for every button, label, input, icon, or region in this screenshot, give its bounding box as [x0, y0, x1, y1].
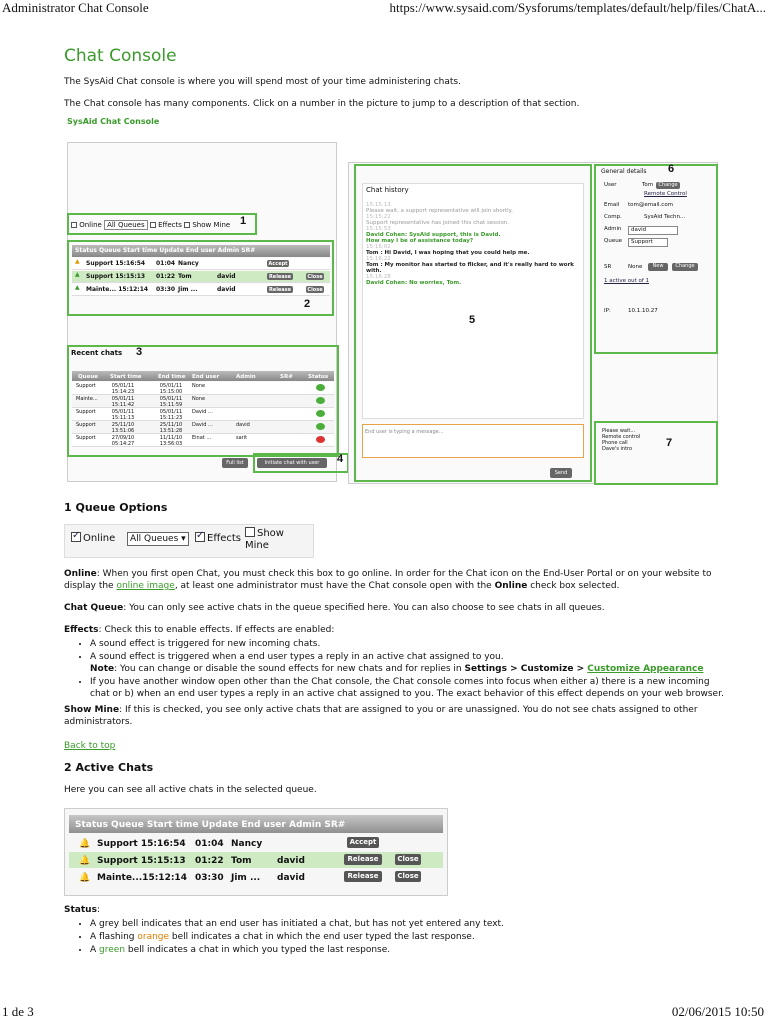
mini-active-row[interactable]: ▲ Support 15:16:54 01:04 Nancy Accept	[72, 258, 330, 270]
mini-showmine-checkbox[interactable]	[184, 222, 190, 228]
table-row[interactable]	[69, 869, 443, 885]
mini-recent-cell: None	[192, 396, 206, 402]
show-mine-option[interactable]	[245, 527, 305, 552]
mini-change-sr-button[interactable]: Change	[672, 263, 698, 271]
mini-message-text: Support representative has joined this chat session.	[366, 220, 510, 226]
document-body	[64, 46, 724, 960]
section-2-title: 2 Active Chats	[64, 761, 154, 774]
mini-message-time: 15:16:22	[366, 256, 391, 262]
mini-message-time: 15:16:02	[366, 244, 391, 250]
mini-recent-cell: 11/11/10 13:56:03	[159, 435, 183, 447]
text: >	[573, 664, 588, 674]
mini-recent-cell: 27/09/10 05:14:27	[111, 435, 135, 447]
mini-message-time: 15:16:28	[366, 274, 391, 280]
chevron-down-icon: ▾	[181, 534, 186, 544]
mini-gd-label: User	[604, 182, 617, 188]
mini-recent-cell: David ...	[192, 422, 213, 428]
effects-description	[64, 624, 724, 636]
cell-user: Tom	[231, 856, 252, 866]
cell-queue: Support 15:15:13	[97, 856, 186, 866]
active-chats-zoom	[64, 808, 448, 896]
mini-recent-cell: Mainte...	[76, 396, 98, 402]
orange-word: orange	[137, 932, 170, 942]
mini-message-text: David Cohen: SysAid support, this is David.	[366, 232, 501, 238]
term-online: Online	[64, 569, 97, 579]
mini-canned-item[interactable]: Dave's intro	[602, 446, 633, 452]
mini-canned-list	[602, 428, 640, 452]
text: : Check this to enable effects. If effects are enabled:	[98, 625, 335, 635]
mini-effects-label: Effects	[158, 221, 182, 229]
mini-gd-sr: None	[628, 264, 643, 270]
mini-gd-queue-select[interactable]: Support	[628, 238, 668, 247]
list-item	[90, 944, 724, 956]
term-settings: Settings	[464, 664, 507, 674]
mini-recent-col: Start time	[110, 374, 142, 380]
callout-4[interactable]: 4	[337, 453, 344, 465]
text: A	[90, 945, 100, 955]
back-to-top-link[interactable]: Back to top	[64, 741, 116, 751]
mini-recent-cell: 05/01/11 15:11:59	[159, 396, 183, 408]
mini-message-text: Please wait, a support representative will join shortly.	[366, 208, 513, 214]
text: :	[96, 905, 100, 915]
term-customize: Customize	[520, 664, 574, 674]
cell-user: Nancy	[231, 839, 263, 849]
bell-icon: 🔔	[79, 856, 91, 866]
mini-recent-cell: Support	[76, 383, 96, 389]
cell-update: 01:04	[195, 839, 224, 849]
text: : You can change or disable the sound effects for new chats and for replies in	[114, 664, 465, 674]
chat-console-screenshot	[64, 116, 720, 494]
mini-gd-label: SR	[604, 264, 612, 270]
cell-user: Jim ...	[231, 873, 261, 883]
mini-queue-options	[71, 220, 230, 230]
chat-queue-description	[64, 602, 724, 614]
section-1-title: 1 Queue Options	[64, 501, 168, 514]
mini-recent-col: End time	[158, 374, 186, 380]
mini-cell-user: Nancy	[178, 260, 199, 267]
text: , at least one administrator must have the Chat console open with the	[174, 581, 495, 591]
mini-canned-item[interactable]: Remote control	[602, 434, 641, 440]
mini-recent-row[interactable]	[72, 395, 334, 408]
status-heading	[64, 904, 724, 916]
queue-options-zoom	[64, 524, 314, 558]
mini-recent-row[interactable]	[72, 408, 334, 421]
effects-option[interactable]	[195, 532, 241, 545]
mini-recent-cell: 05/01/11 15:11:23	[159, 409, 183, 421]
online-label: Online	[83, 533, 116, 544]
mini-message-time: 15:15:22	[366, 214, 391, 220]
mini-cell-user: Jim ...	[178, 286, 198, 293]
mini-close-button[interactable]: Close	[307, 287, 323, 293]
mini-gd-label: Admin	[604, 226, 622, 232]
list-item	[90, 651, 724, 675]
mini-new-sr-button[interactable]: New	[648, 263, 668, 271]
queue-select-value: All Queues	[130, 534, 179, 544]
callout-3[interactable]: 3	[136, 346, 143, 358]
cell-update: 01:22	[195, 856, 224, 866]
mini-general-details-title: General details	[601, 168, 647, 175]
text: : You can only see active chats in the queue specified here. You can also choose to see chats in all queues.	[123, 603, 605, 613]
mini-recent-col: Status	[308, 374, 329, 380]
show-mine-checkbox[interactable]	[245, 527, 255, 537]
text: A sound effect is triggered when a end user types a reply in an active chat assigned to you.	[90, 652, 504, 662]
mini-online-label: Online	[79, 221, 102, 229]
release-button[interactable]: Release	[344, 871, 382, 882]
queue-select[interactable]	[127, 532, 189, 546]
effects-label: Effects	[207, 533, 241, 544]
close-button[interactable]: Close	[395, 871, 421, 882]
mini-canned-item[interactable]: Please wait...	[602, 428, 636, 434]
cell-admin: david	[277, 856, 305, 866]
active-chats-header: Status Queue Start time Update End user Admin SR#	[69, 815, 443, 833]
mini-message-text: How may I be of assistance today?	[366, 238, 474, 244]
text: bell indicates a chat in which you typed the last response.	[125, 945, 391, 955]
mini-recent-row[interactable]	[72, 421, 334, 434]
print-url: https://www.sysaid.com/Sysforums/templates/default/help/files/ChatA...	[389, 0, 766, 15]
cell-queue: Support 15:16:54	[97, 839, 186, 849]
mini-active-row[interactable]: ▲ Mainte... 15:12:14 03:30 Jim ... david Release Close	[72, 284, 330, 296]
print-header	[0, 0, 768, 16]
mini-release-button[interactable]: Release	[268, 274, 292, 280]
mini-effects-checkbox[interactable]	[150, 222, 156, 228]
status-list	[90, 918, 724, 956]
mini-showmine-label: Show Mine	[192, 221, 231, 229]
mini-canned-item[interactable]: Phone call	[602, 440, 628, 446]
mini-recent-cell: Einat ...	[192, 435, 212, 441]
mini-gd-ip: 10.1.10.27	[628, 308, 658, 314]
mini-cell-queue: Mainte... 15:12:14	[86, 286, 149, 293]
table-row[interactable]	[69, 852, 443, 868]
effects-list	[90, 638, 724, 700]
page-title: Chat Console	[64, 46, 177, 66]
customize-appearance-link[interactable]: Customize Appearance	[587, 664, 704, 674]
mini-message-time: 15:15:53	[366, 226, 391, 232]
bell-icon: 🔔	[79, 873, 91, 883]
mini-gd-user: Tom	[642, 182, 654, 188]
text: A flashing	[90, 932, 138, 942]
table-row[interactable]	[69, 835, 443, 851]
callout-6[interactable]: 6	[668, 163, 675, 175]
mini-active-header: Status Queue Start time Update End user Admin SR#	[72, 245, 330, 257]
mini-message-text: David Cohen: No worries, Tom.	[366, 280, 462, 286]
mini-remote-control-link[interactable]: Remote Control	[644, 191, 687, 197]
mini-recent-cell: Support	[76, 409, 96, 415]
text: >	[506, 664, 521, 674]
term-status: Status	[64, 905, 97, 915]
mini-queue-select[interactable]: All Queues	[104, 220, 148, 230]
mini-close-button[interactable]: Close	[307, 274, 323, 280]
show-mine-description	[64, 704, 724, 728]
online-checkbox[interactable]	[71, 532, 81, 542]
green-chat-icon	[316, 397, 325, 404]
online-image-link[interactable]: online image	[116, 581, 175, 591]
mini-recent-col: End user	[192, 374, 220, 380]
mini-gd-admin-select[interactable]: david	[628, 226, 678, 235]
mini-release-button[interactable]: Release	[268, 287, 292, 293]
mini-change-user-button[interactable]: Change	[656, 182, 680, 189]
mini-active-count-link[interactable]: 1 active out of 1	[604, 278, 650, 284]
mini-accept-button[interactable]: Accept	[268, 261, 288, 267]
mini-recent-cell: Support	[76, 435, 96, 441]
screenshot-caption: SysAid Chat Console	[67, 117, 160, 126]
mini-cell-update: 03:30	[156, 286, 176, 293]
bell-icon: 🔔	[79, 839, 91, 849]
mini-recent-title: Recent chats	[71, 349, 123, 357]
mini-cell-update: 01:22	[156, 273, 176, 280]
mini-message-text: Tom : Hi David, I was hoping that you could help me.	[366, 250, 530, 256]
online-option[interactable]	[71, 532, 115, 545]
mini-typing-indicator: End user is typing a message...	[365, 429, 444, 435]
queue-option[interactable]	[127, 532, 189, 546]
mini-message-time: 15:15:13	[366, 202, 391, 208]
active-chats-intro: Here you can see all active chats in the selected queue.	[64, 785, 317, 795]
cell-update: 03:30	[195, 873, 224, 883]
term-show-mine: Show Mine	[64, 705, 120, 715]
callout-7[interactable]: 7	[666, 437, 673, 449]
mini-recent-cell: David ...	[192, 409, 213, 415]
mini-gd-email: tom@email.com	[628, 202, 674, 208]
mini-cell-update: 01:04	[156, 260, 176, 267]
close-button[interactable]: Close	[395, 854, 421, 865]
text: bell indicates a chat in which the end user typed the last response.	[169, 932, 475, 942]
mini-recent-cell: sarit	[236, 435, 248, 441]
green-chat-icon	[316, 410, 325, 417]
text: : When you first open Chat, you must check this box to go online. In order for the Chat icon on the End-User Portal or on your website to display the	[64, 569, 712, 591]
callout-1[interactable]: 1	[240, 215, 247, 227]
mini-chat-history-title: Chat history	[366, 186, 409, 194]
mini-recent-col: Admin	[236, 374, 256, 380]
mini-online-checkbox[interactable]	[71, 222, 77, 228]
mini-gd-computer: SysAid Techn...	[644, 214, 686, 220]
release-button[interactable]: Release	[344, 854, 382, 865]
mini-recent-cell: None	[192, 383, 206, 389]
cell-admin: david	[277, 873, 305, 883]
callout-5[interactable]: 5	[469, 314, 476, 326]
mini-gd-label: Comp.	[604, 214, 622, 220]
mini-recent-row[interactable]	[72, 434, 334, 447]
mini-cell-queue: Support 15:15:13	[86, 273, 146, 280]
mini-general-details	[604, 182, 714, 318]
intro-paragraph-2: The Chat console has many components. Click on a number in the picture to jump to a description of that section.	[64, 99, 580, 109]
list-item	[90, 931, 724, 943]
mini-cell-user: Tom	[178, 273, 192, 280]
mini-recent-cell: david	[236, 422, 250, 428]
term-note: Note	[90, 664, 115, 674]
term-online: Online	[494, 581, 528, 591]
mini-recent-header	[72, 371, 334, 381]
mini-recent-cell: 05/01/11 15:11:42	[111, 396, 135, 408]
mini-recent-cell: 05/01/11 15:15:00	[159, 383, 183, 395]
mini-gd-label: IP:	[604, 308, 611, 314]
mini-cell-queue: Support 15:16:54	[86, 260, 146, 267]
mini-recent-cell: Support	[76, 422, 96, 428]
effects-checkbox[interactable]	[195, 532, 205, 542]
mini-recent-cell: 05/01/11 15:11:13	[111, 409, 135, 421]
print-footer	[0, 1004, 768, 1020]
term-effects: Effects	[64, 625, 99, 635]
cell-queue: Mainte...15:12:14	[97, 873, 187, 883]
green-chat-icon	[316, 423, 325, 430]
page-number: 1 de 3	[2, 1004, 34, 1019]
mini-active-list	[72, 258, 330, 298]
mini-recent-col: Queue	[78, 374, 98, 380]
green-chat-icon	[316, 384, 325, 391]
mini-recent-col: SR#	[280, 374, 293, 380]
mini-full-list-button[interactable]: Full list	[222, 458, 248, 468]
mini-message-text: Tom : My monitor has started to flicker, and it's really hard to work with.	[366, 262, 574, 274]
print-title: Administrator Chat Console	[2, 0, 149, 15]
list-item: • A grey bell indicates that an end user has initiated a chat, but has not yet entered any text.	[90, 918, 724, 930]
mini-send-button[interactable]: Send	[550, 468, 572, 478]
mini-chat-messages	[366, 202, 582, 286]
online-description	[64, 568, 724, 592]
mini-cell-admin: david	[217, 273, 236, 280]
mini-initiate-chat-button[interactable]: Initiate chat with user	[257, 458, 327, 468]
text: : If this is checked, you see only active chats that are assigned to you or are unassigned. You do not see chats assigned to other administrators.	[64, 705, 698, 727]
mini-gd-label: Queue	[604, 238, 623, 244]
mini-recent-cell: 25/11/10 13:51:28	[159, 422, 183, 434]
red-chat-icon	[316, 436, 325, 443]
show-mine-label: Show Mine	[245, 528, 284, 551]
mini-recent-cell: 05/01/11 15:14:23	[111, 383, 135, 395]
green-word: green	[99, 945, 126, 955]
term-chat-queue: Chat Queue	[64, 603, 124, 613]
list-item: • A sound effect is triggered for new incoming chats.	[90, 638, 724, 650]
accept-button[interactable]: Accept	[347, 837, 379, 848]
intro-paragraph-1: The SysAid Chat console is where you will spend most of your time administering chats.	[64, 77, 461, 87]
mini-active-row[interactable]: ▲ Support 15:15:13 01:22 Tom david Release Close	[72, 271, 330, 283]
list-item: • If you have another window open other than the Chat console, the Chat console comes into focus when either a) there is a new incoming chat or b) when an end user types a reply in an active chat assigned to you. The exact behavior of this effect depends on your web browser.	[90, 676, 724, 700]
mini-recent-cell: 25/11/10 13:51:06	[111, 422, 135, 434]
print-date: 02/06/2015 10:50	[671, 1004, 764, 1019]
mini-gd-label: Email	[604, 202, 620, 208]
callout-2[interactable]: 2	[304, 298, 311, 310]
text: check box selected.	[527, 581, 620, 591]
mini-recent-row[interactable]	[72, 382, 334, 395]
mini-cell-admin: david	[217, 286, 236, 293]
mini-recent-list	[72, 382, 334, 447]
